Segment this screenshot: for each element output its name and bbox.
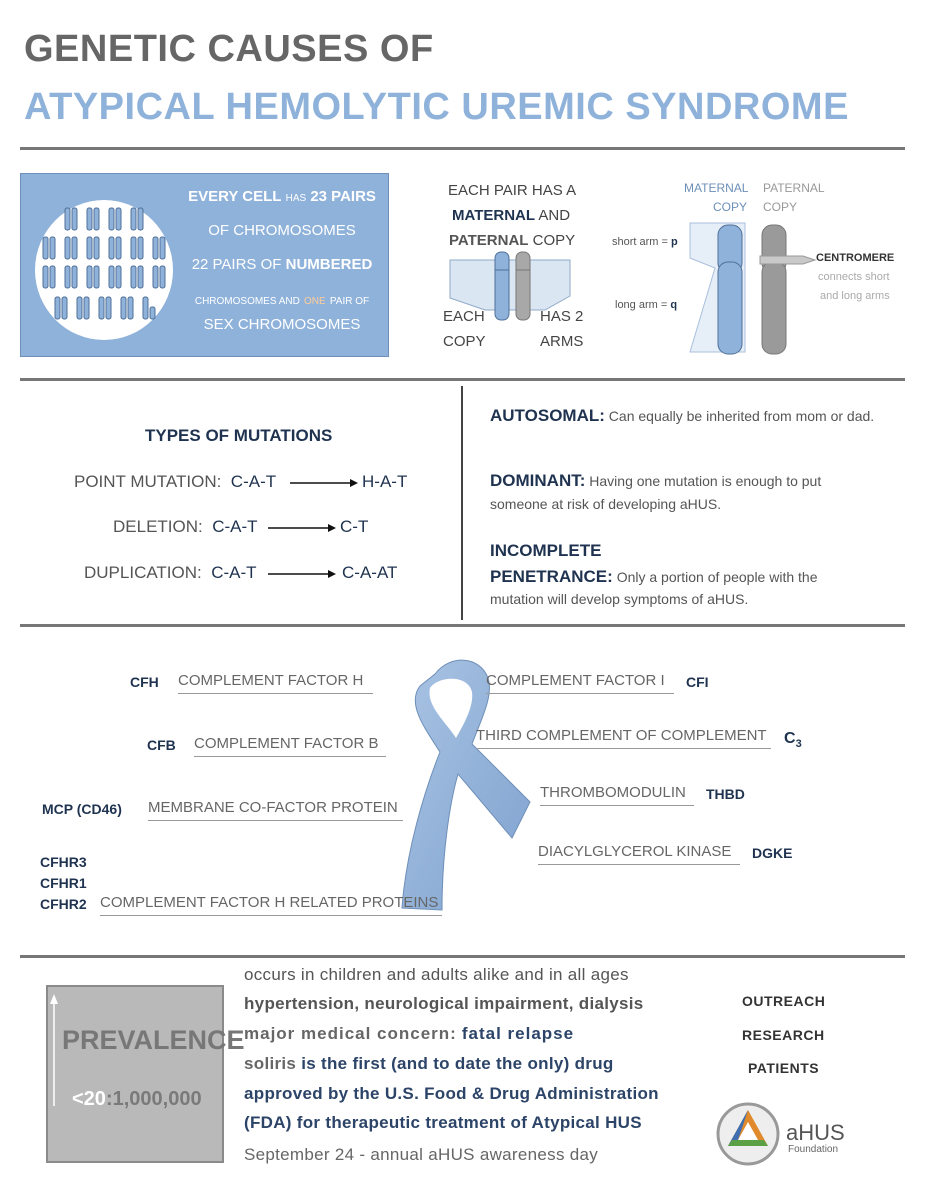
centromere-desc-2: and long arms — [820, 290, 890, 302]
autosomal-def: AUTOSOMAL: Can equally be inherited from mom or dad. — [490, 406, 875, 425]
arrow-icon — [268, 521, 338, 535]
gene-name-dgke: DIACYLGLYCEROL KINASE — [538, 843, 740, 865]
outreach-label: OUTREACH — [742, 993, 826, 1009]
paternal-label-2: COPY — [763, 200, 798, 214]
gene-code-cfhr2: CFHR2 — [40, 896, 87, 912]
gene-name-cfh: COMPLEMENT FACTOR H — [178, 672, 373, 694]
has2-label: HAS 2 — [540, 308, 584, 325]
mutation-duplication-result: C-A-AT — [342, 563, 398, 582]
long-arm-label: long arm = q — [615, 299, 678, 311]
centromere-label: CENTROMERE — [816, 252, 895, 264]
maternal-label-1: MATERNAL — [684, 181, 749, 195]
gene-code-c3: $C_3$ — [784, 730, 802, 751]
ahus-foundation-logo — [716, 1100, 788, 1168]
cell-line-4: CHROMOSOMES AND ONE PAIR OF — [194, 296, 370, 307]
cell-circle — [35, 200, 173, 340]
research-label: RESEARCH — [742, 1027, 825, 1043]
prevalence-ratio: <20:1,000,000 — [72, 1088, 202, 1110]
mutation-point-result: H-A-T — [362, 472, 408, 491]
mutation-deletion: DELETION: C-A-T — [113, 517, 258, 536]
logo-name: aHUS — [786, 1120, 845, 1145]
each-label: EACH — [443, 308, 485, 325]
arrow-icon — [268, 567, 338, 581]
cell-line-1: EVERY CELL HAS 23 PAIRS — [188, 188, 376, 205]
mutation-duplication: DUPLICATION: C-A-T — [84, 563, 257, 582]
gene-code-thbd: THBD — [706, 786, 745, 802]
logo-sub: Foundation — [788, 1144, 839, 1155]
cell-line-3: 22 PAIRS OF NUMBERED — [191, 256, 373, 273]
gene-code-cfhr1: CFHR1 — [40, 875, 87, 891]
gene-code-cfhr3: CFHR3 — [40, 854, 87, 870]
gene-name-cfb: COMPLEMENT FACTOR B — [194, 735, 386, 757]
pair-line-2: MATERNAL AND — [452, 207, 571, 224]
mutation-point: POINT MUTATION: C-A-T — [74, 472, 277, 491]
dominant-def: DOMINANT: Having one mutation is enough to put someone at risk of developing aHUS. — [490, 471, 822, 512]
divider — [20, 147, 905, 150]
prevalence-label: PREVALENCE — [62, 1025, 245, 1055]
centromere-desc-1: connects short — [818, 271, 890, 283]
mutations-title: TYPES OF MUTATIONS — [145, 426, 333, 445]
cell-line-2: OF CHROMOSOMES — [208, 222, 356, 239]
gene-code-cfi: CFI — [686, 674, 709, 690]
gene-name-mcp: MEMBRANE CO-FACTOR PROTEIN — [148, 799, 403, 821]
pair-line-3: PATERNAL COPY — [449, 232, 576, 249]
fact-line-2: hypertension, neurological impairment, dialysis — [244, 994, 644, 1013]
gene-code-dgke: DGKE — [752, 845, 793, 861]
short-arm-label: short arm = p — [612, 236, 678, 248]
chromosome-diagram — [685, 218, 825, 360]
pair-line-1: EACH PAIR HAS A — [448, 182, 577, 199]
fact-line-4: soliris is the first (and to date the only) drug — [244, 1054, 614, 1073]
gene-name-cfi: COMPLEMENT FACTOR I — [486, 672, 674, 694]
mutation-deletion-result: C-T — [340, 517, 369, 536]
fact-line-6: (FDA) for therapeutic treatment of Atypical HUS — [244, 1113, 642, 1132]
arms-label: ARMS — [540, 333, 584, 350]
gene-code-cfh: CFH — [130, 674, 159, 690]
arrow-icon — [290, 476, 360, 490]
gene-name-cfhr: COMPLEMENT FACTOR H RELATED PROTEINS — [100, 894, 442, 916]
fact-line-3: major medical concern: fatal relapse — [244, 1024, 575, 1043]
patients-label: PATIENTS — [748, 1060, 820, 1076]
maternal-label-2: COPY — [713, 200, 748, 214]
vertical-divider — [461, 386, 463, 620]
fact-line-1: occurs in children and adults alike and in all ages — [244, 965, 629, 984]
gene-name-thbd: THROMBOMODULIN — [540, 784, 694, 806]
fact-line-7: September 24 - annual aHUS awareness day — [244, 1145, 599, 1164]
gene-code-mcp: MCP (CD46) — [42, 801, 122, 817]
page-title: GENETIC CAUSES OF — [24, 28, 434, 70]
page-subtitle: ATYPICAL HEMOLYTIC UREMIC SYNDROME — [24, 86, 849, 128]
chromosome-grid — [35, 200, 173, 340]
divider — [20, 955, 905, 958]
gene-name-c3: THIRD COMPLEMENT OF COMPLEMENT — [476, 727, 771, 749]
divider — [20, 624, 905, 627]
incomplete-penetrance-def: INCOMPLETE PENETRANCE: Only a portion of people with the mutation will develop symptoms of aHUS. — [490, 541, 818, 607]
paternal-label-1: PATERNAL — [763, 181, 825, 195]
gene-code-cfb: CFB — [147, 737, 176, 753]
divider — [20, 378, 905, 381]
cell-line-5: SEX CHROMOSOMES — [203, 316, 361, 333]
fact-line-5: approved by the U.S. Food & Drug Administration — [244, 1084, 659, 1103]
copy-label: COPY — [443, 333, 486, 350]
